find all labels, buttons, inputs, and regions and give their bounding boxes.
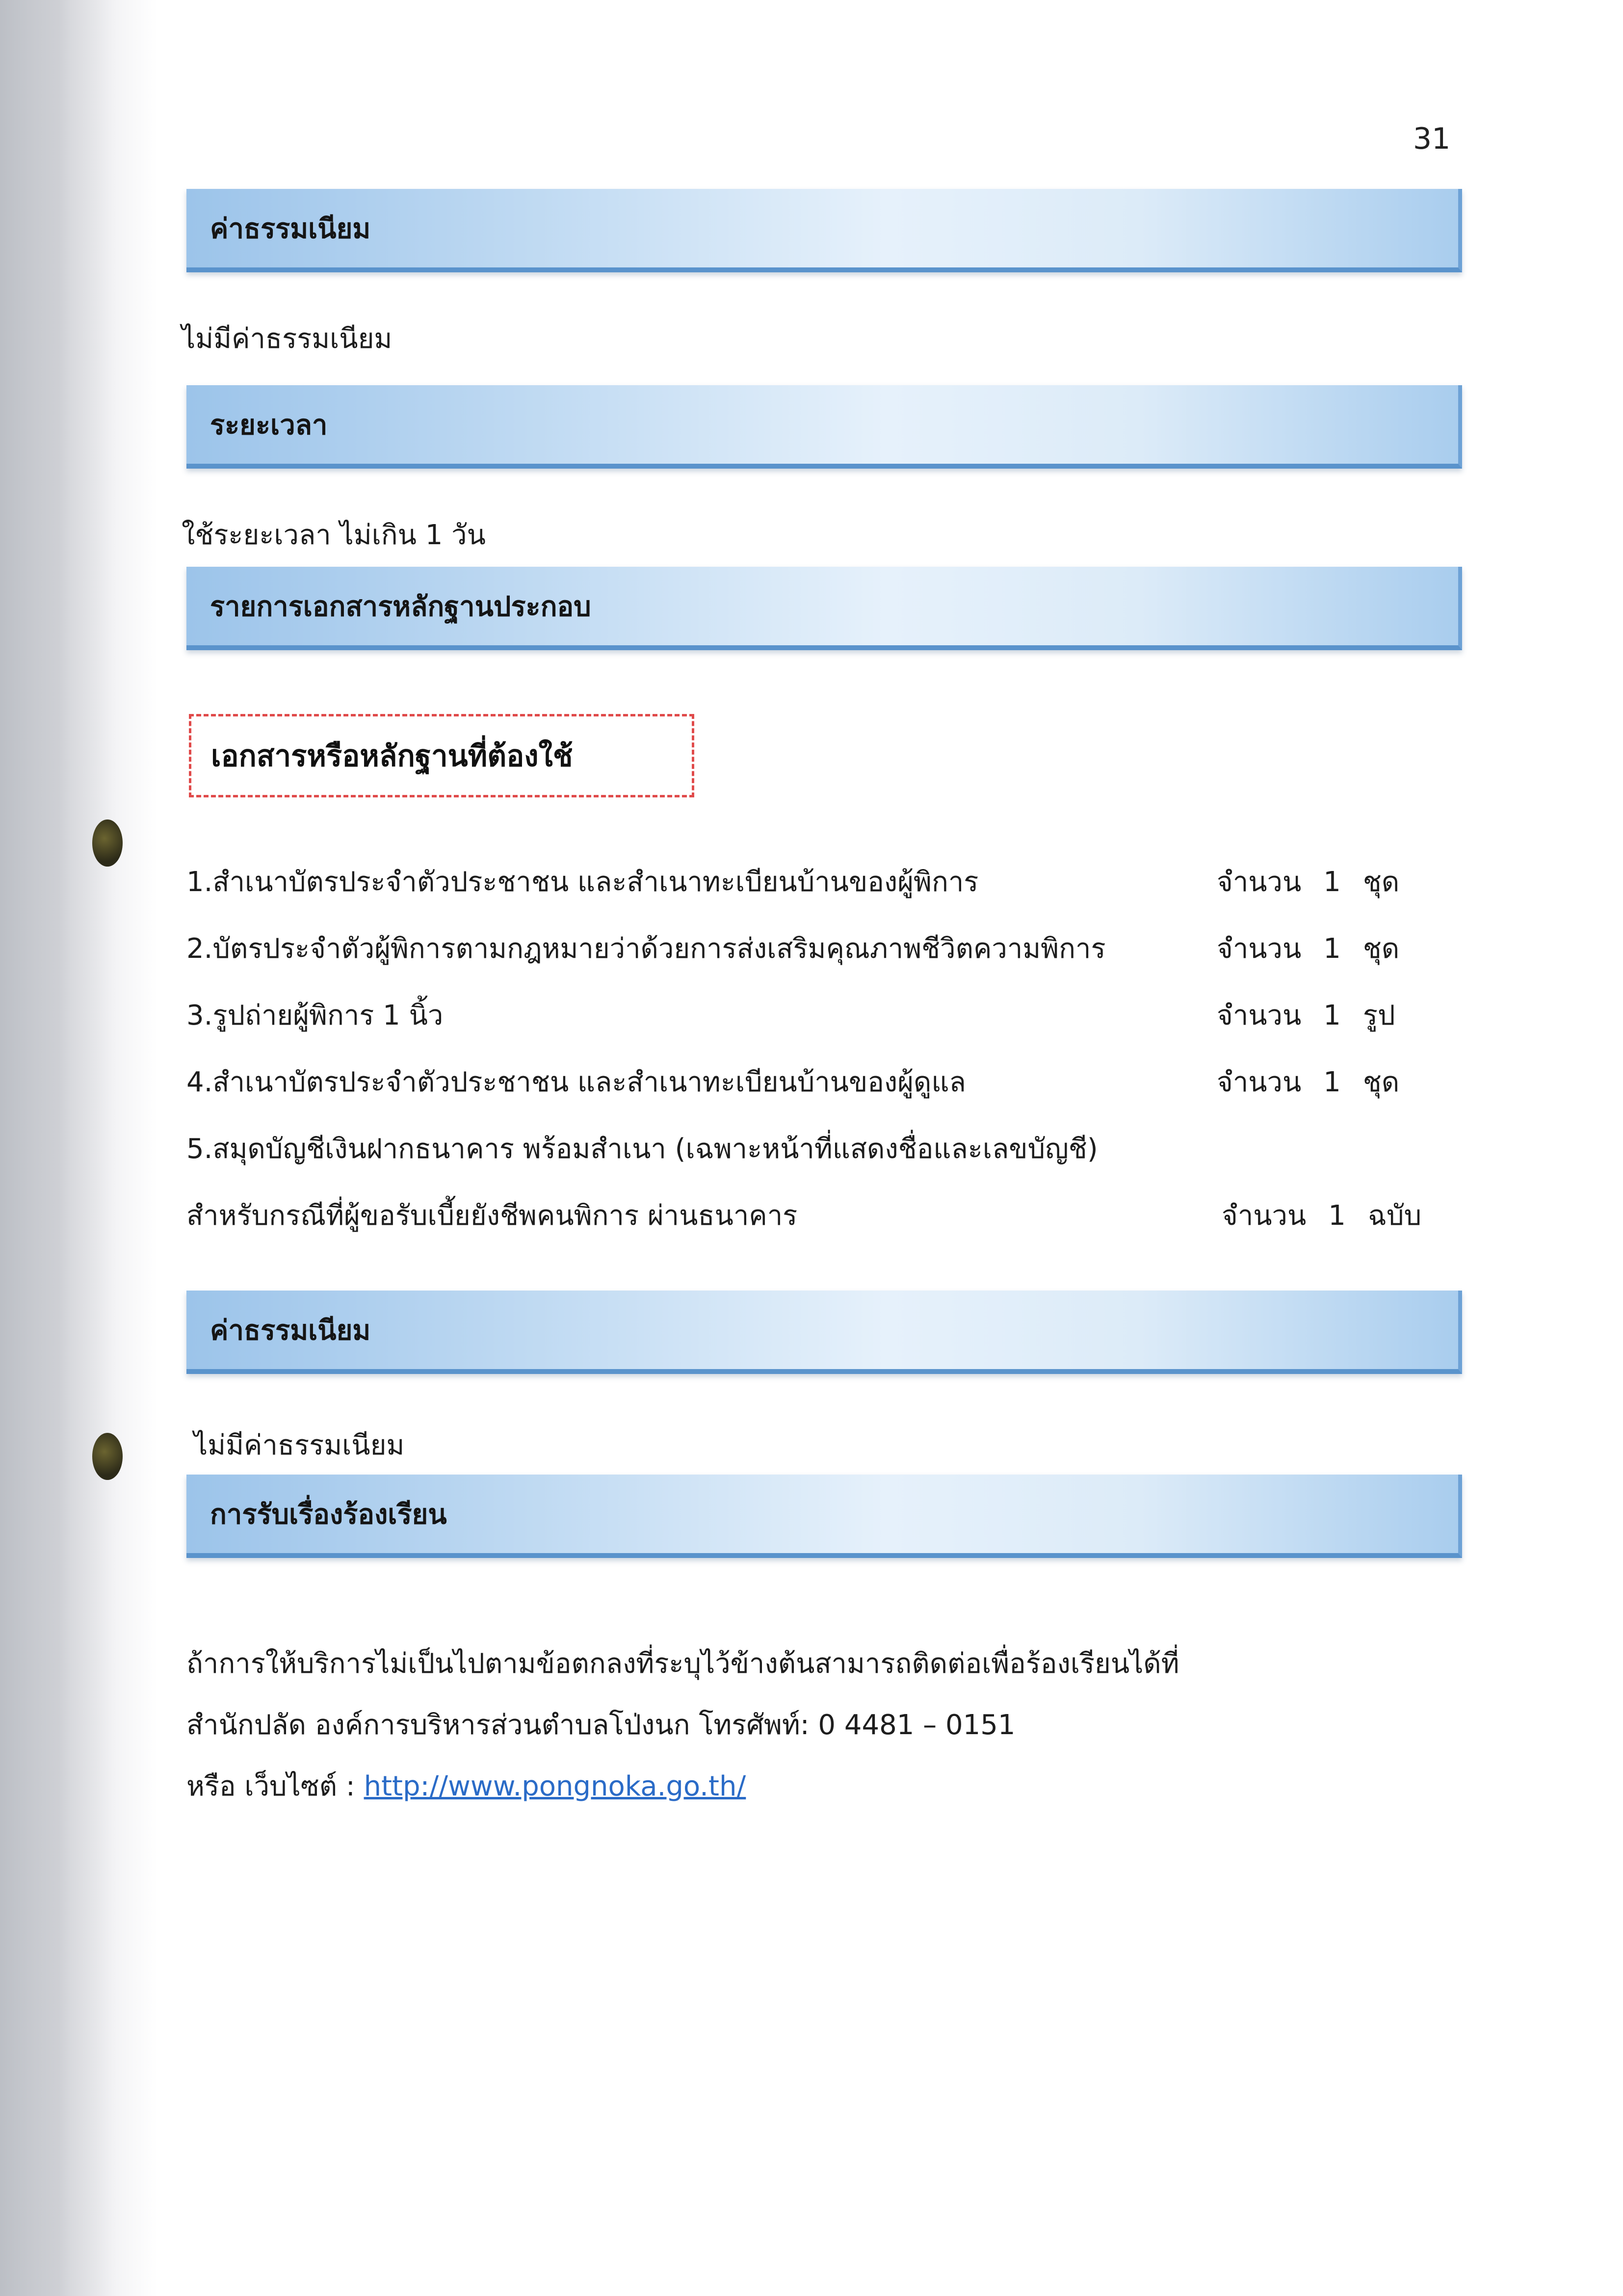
- website-label: หรือ เว็บไซต์ :: [186, 1770, 364, 1802]
- document-item: [186, 993, 1442, 1037]
- section-title: ระยะเวลา: [210, 409, 328, 441]
- document-item-text: สำหรับกรณีที่ผู้ขอรับเบี้ยยังชีพคนพิการ ผ่านธนาคาร: [186, 1200, 798, 1232]
- documents-subheading-box: [189, 714, 694, 797]
- fee-text: ไม่มีค่าธรรมเนียม: [194, 1429, 405, 1461]
- document-item-text: 1.สำเนาบัตรประจำตัวประชาชน และสำเนาทะเบียนบ้านของผู้พิการ: [186, 866, 979, 898]
- document-item: [186, 1127, 1442, 1171]
- document-item-text: 2.บัตรประจำตัวผู้พิการตามกฎหมายว่าด้วยการส่งเสริมคุณภาพชีวิตความพิการ: [186, 933, 1106, 965]
- document-item: [186, 860, 1442, 904]
- section-title: การรับเรื่องร้องเรียน: [210, 1498, 447, 1531]
- document-item-quantity: [1217, 860, 1399, 903]
- quantity-label: จำนวน: [1217, 933, 1302, 965]
- quantity-value: 1: [1323, 1000, 1341, 1031]
- page-number: 31: [1413, 122, 1451, 156]
- binding-hole: [92, 819, 123, 867]
- quantity-value: 1: [1323, 1066, 1341, 1098]
- document-item-quantity: [1217, 993, 1395, 1037]
- website-link[interactable]: http://www.pongnoka.go.th/: [364, 1770, 746, 1802]
- quantity-unit: ฉบับ: [1367, 1200, 1422, 1232]
- document-item-text: 5.สมุดบัญชีเงินฝากธนาคาร พร้อมสำเนา (เฉพาะหน้าที่แสดงชื่อและเลขบัญชี): [186, 1133, 1098, 1165]
- quantity-value: 1: [1323, 866, 1341, 898]
- quantity-unit: ชุด: [1362, 1066, 1400, 1098]
- document-item: [186, 1060, 1442, 1104]
- quantity-label: จำนวน: [1217, 1066, 1302, 1098]
- section-header-fee: [186, 1291, 1462, 1374]
- quantity-unit: ชุด: [1362, 866, 1400, 898]
- section-header-fee: [186, 189, 1462, 272]
- fee-text: ไม่มีค่าธรรมเนียม: [182, 323, 393, 355]
- section-header-documents: [186, 567, 1462, 650]
- complaint-line-2: สำนักปลัด องค์การบริหารส่วนตำบลโป่งนก โทรศัพท์: 0 4481 – 0151: [186, 1709, 1016, 1741]
- section-title: ค่าธรรมเนียม: [210, 1314, 371, 1346]
- quantity-unit: รูป: [1362, 1000, 1395, 1031]
- document-item-text: 3.รูปถ่ายผู้พิการ 1 นิ้ว: [186, 1000, 444, 1031]
- quantity-label: จำนวน: [1222, 1200, 1307, 1232]
- document-item-quantity: [1217, 1060, 1399, 1104]
- document-item-quantity: [1217, 926, 1399, 970]
- binding-shadow: [0, 0, 118, 2296]
- quantity-label: จำนวน: [1217, 866, 1302, 898]
- section-header-duration: [186, 385, 1462, 469]
- quantity-unit: ชุด: [1362, 933, 1400, 965]
- section-title: รายการเอกสารหลักฐานประกอบ: [210, 590, 591, 623]
- duration-text: ใช้ระยะเวลา ไม่เกิน 1 วัน: [182, 519, 486, 551]
- quantity-value: 1: [1328, 1200, 1346, 1232]
- section-title: ค่าธรรมเนียม: [210, 212, 371, 245]
- document-item-text: 4.สำเนาบัตรประจำตัวประชาชน และสำเนาทะเบียนบ้านของผู้ดูแล: [186, 1066, 966, 1098]
- documents-subheading: เอกสารหรือหลักฐานที่ต้องใช้: [211, 739, 573, 773]
- document-item-quantity: [1222, 1193, 1421, 1237]
- document-item: [186, 926, 1442, 971]
- document-item: [186, 1193, 1442, 1238]
- quantity-label: จำนวน: [1217, 1000, 1302, 1031]
- binding-hole: [92, 1433, 123, 1480]
- quantity-value: 1: [1323, 933, 1341, 965]
- section-header-complaint: [186, 1475, 1462, 1558]
- complaint-website: [186, 1764, 746, 1808]
- complaint-line-1: ถ้าการให้บริการไม่เป็นไปตามข้อตกลงที่ระบุไว้ข้างต้นสามารถติดต่อเพื่อร้องเรียนได้ที่: [186, 1648, 1179, 1680]
